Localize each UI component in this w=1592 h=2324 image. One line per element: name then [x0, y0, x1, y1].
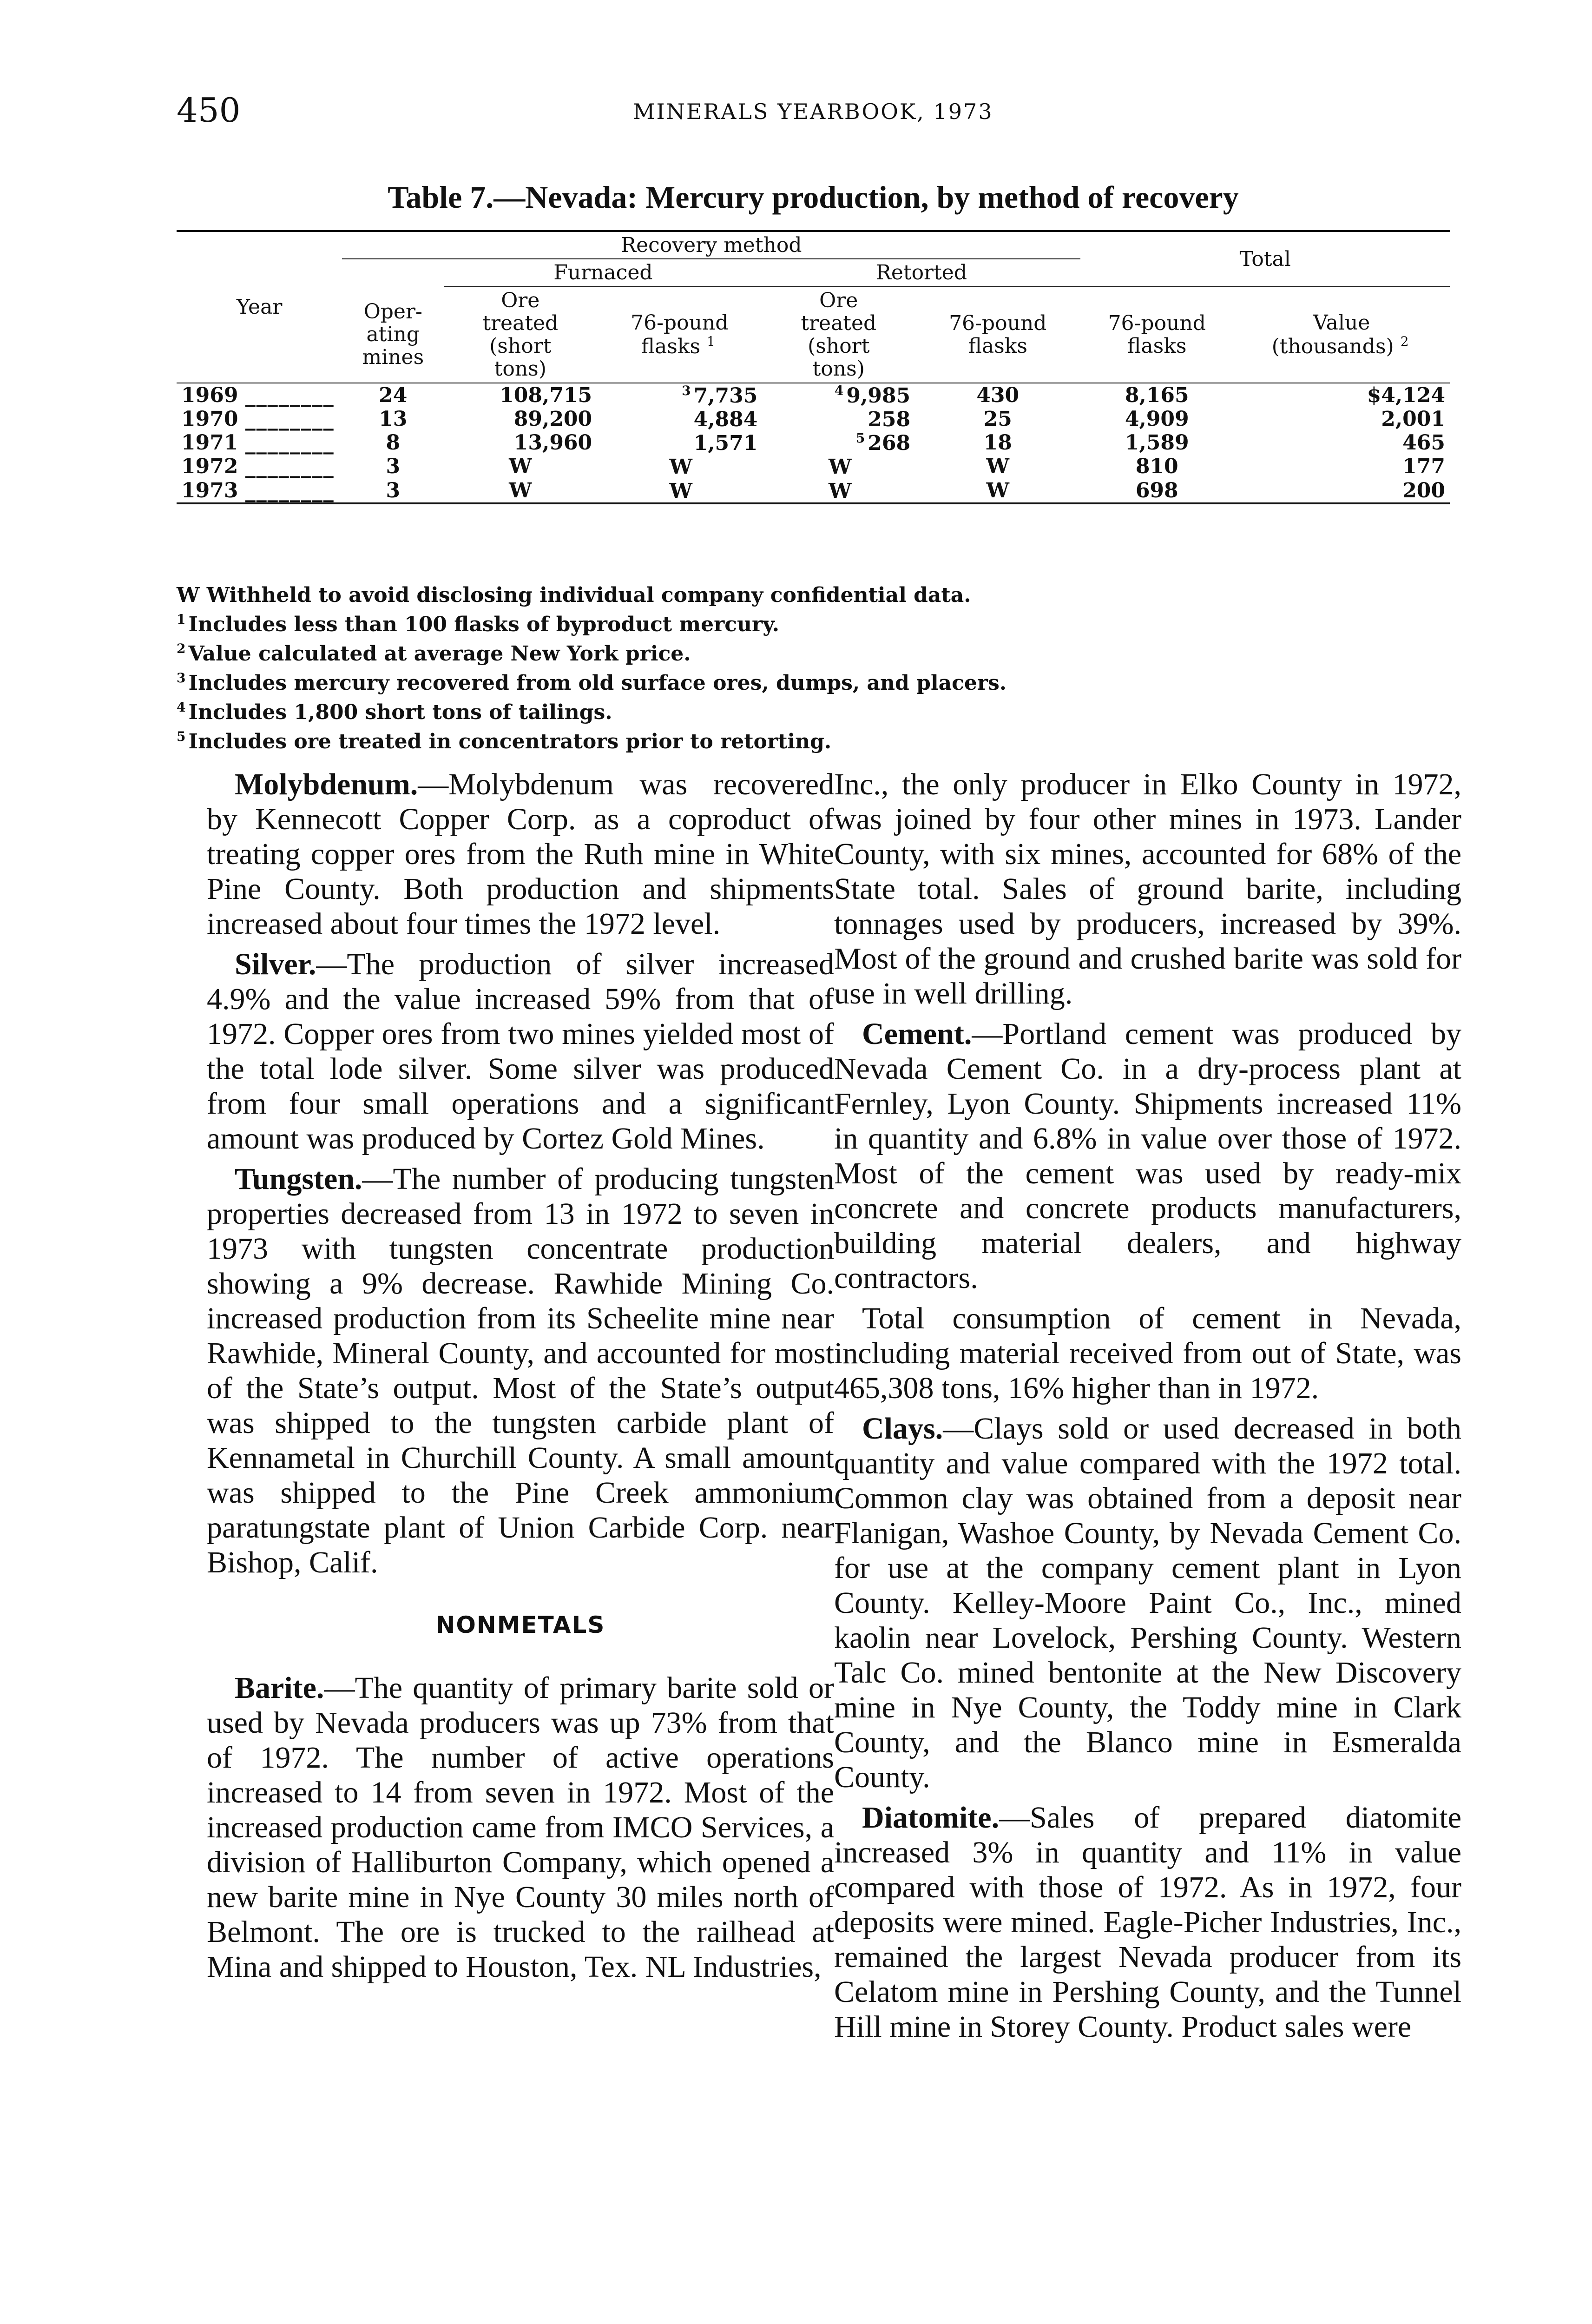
- footnote: [177, 695, 1431, 725]
- header-recovery-method: Recovery method: [342, 231, 1080, 259]
- table-row: [177, 431, 1450, 455]
- total-flasks-cell: 810: [1135, 455, 1178, 479]
- footnote: [177, 583, 1431, 607]
- footnote-mark: 4: [177, 700, 186, 715]
- header-furnaced-flasks: [597, 287, 762, 383]
- furnaced-ore-cell: W: [444, 479, 597, 503]
- leader-dots: ________: [245, 431, 335, 455]
- footnote-mark: 2: [177, 641, 186, 656]
- footnote-text: Includes less than 100 flasks of byproduct mercury.: [188, 613, 780, 636]
- run-in-head: Barite.: [235, 1671, 324, 1705]
- footnote-mark: 3: [177, 670, 186, 686]
- operating-mines-cell: 24: [379, 383, 408, 407]
- footnote-mark: 1: [707, 334, 715, 350]
- value: 7,735: [693, 383, 758, 408]
- paragraph-text: —Portland cement was produced by Nevada Cement Co. in a dry-process plant at Fernley, Lyon County. Shipments increased 11% in quantity and 6.8% in value over those of 1972. Most of the cement was used by ready-mix concrete and concrete products manufacturers, building material dealers, and highway contractors.: [834, 1017, 1461, 1295]
- value: 4,884: [693, 407, 758, 431]
- furnaced-ore-cell: 89,200: [513, 407, 592, 431]
- furnaced-flasks-cell: [597, 479, 762, 503]
- operating-mines-cell: 13: [379, 407, 408, 431]
- year: 1970: [181, 407, 238, 431]
- table-row: [177, 407, 1450, 431]
- page-number: 450: [177, 91, 241, 130]
- retorted-flasks-cell: 25: [983, 407, 1012, 431]
- furnaced-flasks-cell: [597, 383, 762, 407]
- operating-mines-cell: 3: [386, 455, 401, 479]
- run-in-head: Molybdenum.: [235, 767, 418, 801]
- footnote: [177, 725, 1431, 754]
- left-column: [207, 767, 834, 1990]
- year-cell: [177, 407, 342, 431]
- header-total-flasks: 76-pound flasks: [1108, 311, 1206, 358]
- run-in-head: Cement.: [862, 1017, 972, 1051]
- paragraph-text: —The number of producing tungsten properties decreased from 13 in 1972 to seven in 1973 with tungsten concentrate production showing a 9% decrease. Rawhide Mining Co. increased production from its Scheelite mine near Rawhide, Mineral County, and accounted for most of the State’s output. Most of the State’s output was shipped to the tungsten carbide plant of Kennametal in Churchill County. A small amount was shipped to the Pine Creek ammonium paratungstate plant of Union Carbide Corp. near Bishop, Calif.: [207, 1162, 834, 1579]
- paragraph-barite-continued: Inc., the only producer in Elko County in 1972, was joined by four other mines in 1973. Lander County, with six mines, accounted for 68% of the State total. Sales of ground barite, including tonnages used by producers, increased by 39%. Most of the ground and crushed barite was sold for use in well drilling.: [834, 767, 1461, 1010]
- value: 9,985: [846, 383, 911, 408]
- value: 258: [868, 407, 911, 431]
- retorted-flasks-cell: W: [915, 479, 1080, 503]
- paragraph-text: —Molybdenum was recovered by Kennecott Copper Corp. as a coproduct of treating copper ores from the Ruth mine in White Pine County. Both production and shipments increased about four times the 1972 level.: [207, 767, 834, 941]
- furnaced-ore-cell: 108,715: [500, 383, 592, 407]
- total-flasks-cell: 4,909: [1125, 407, 1189, 431]
- retorted-flasks-cell: 18: [983, 431, 1012, 455]
- running-head: [177, 91, 1450, 142]
- right-column: [834, 767, 1461, 2050]
- year-cell: [177, 383, 342, 407]
- paragraph-silver: [207, 947, 834, 1156]
- footnote-text: Includes 1,800 short tons of tailings.: [188, 700, 612, 724]
- furnaced-flasks-cell: [597, 431, 762, 455]
- total-value-cell: 2,001: [1381, 407, 1445, 431]
- operating-mines-cell: 3: [342, 479, 444, 503]
- header-total: Total: [1080, 231, 1450, 287]
- table-title: Table 7.—Nevada: Mercury production, by method of recovery: [388, 179, 1239, 215]
- run-in-head: Diatomite.: [862, 1801, 1000, 1835]
- header-furnaced-ore: Ore treated (short tons): [482, 288, 559, 381]
- run-in-head: Silver.: [235, 947, 316, 981]
- footnote: [177, 666, 1431, 695]
- total-flasks-cell: 8,165: [1125, 383, 1189, 407]
- retorted-flasks-cell: W: [986, 455, 1009, 479]
- value: W: [829, 479, 852, 503]
- paragraph-diatomite: [834, 1800, 1461, 2044]
- year: 1971: [181, 431, 238, 455]
- paragraph-molybdenum: [207, 767, 834, 941]
- footnote-mark: W: [177, 583, 200, 607]
- footnote-text: Includes mercury recovered from old surface ores, dumps, and placers.: [188, 671, 1007, 695]
- header-year: Year: [236, 295, 283, 319]
- year-cell: [177, 479, 342, 503]
- retorted-ore-cell: [762, 383, 915, 407]
- year: 1969: [181, 383, 238, 407]
- retorted-ore-cell: [762, 407, 915, 431]
- paragraph-text: —The production of silver increased 4.9% and the value increased 59% from that of 1972. Copper ores from two mines yielded most of the total lode silver. Some silver was produced from four small operations and a significant amount was produced by Cortez Gold Mines.: [207, 947, 834, 1155]
- mercury-table: [177, 230, 1450, 504]
- table-row: [177, 479, 1450, 503]
- paragraph-text: —Clays sold or used decreased in both quantity and value compared with the 1972 total. Common clay was obtained from a deposit near Flanigan, Washoe County, by Nevada Cement Co. for use at the company cement plant in Lyon County. Kelley-Moore Paint Co., Inc., mined kaolin near Lovelock, Pershing County. Western Talc Co. mined bentonite at the New Discovery mine in Nye County, the Toddy mine in Clark County, and the Blanco mine in Esmeralda County.: [834, 1412, 1461, 1794]
- retorted-ore-cell: [762, 479, 915, 503]
- leader-dots: ________: [245, 407, 335, 431]
- footnote-mark: 2: [1400, 334, 1409, 350]
- header-retorted-ore: Ore treated (short tons): [801, 288, 877, 381]
- value: 268: [868, 431, 911, 456]
- leader-dots: ________: [245, 455, 335, 479]
- total-value-cell: 465: [1402, 431, 1445, 455]
- table-row: [177, 383, 1450, 407]
- retorted-ore-cell: [762, 455, 915, 478]
- footnote-mark: 3: [682, 383, 691, 398]
- footnote: [177, 637, 1431, 666]
- furnaced-flasks-cell: [597, 455, 762, 478]
- header-retorted: Retorted: [762, 259, 1080, 286]
- running-title: MINERALS YEARBOOK, 1973: [633, 99, 993, 124]
- paragraph-text: —Sales of prepared diatomite increased 3% in quantity and 11% in value compared with those of 1972. As in 1972, four deposits were mined. Eagle-Picher Industries, Inc., remained the largest Nevada producer from its Celatom mine in Pershing County, and the Tunnel Hill mine in Storey County. Product sales were: [834, 1801, 1461, 2044]
- header-furnaced: Furnaced: [444, 259, 762, 286]
- retorted-flasks-cell: 430: [976, 383, 1020, 407]
- paragraph-text: —The quantity of primary barite sold or used by Nevada producers was up 73% from that of 1972. The number of active operations increased to 14 from seven in 1972. Most of the increased production came from IMCO Services, a division of Halliburton Company, which opened a new barite mine in Nye County 30 miles north of Belmont. The ore is trucked to the railhead at Mina and shipped to Houston, Tex. NL Industries,: [207, 1671, 834, 1984]
- paragraph-tungsten: [207, 1162, 834, 1580]
- footnote-text: Value calculated at average New York price.: [188, 642, 691, 666]
- footnote: [177, 607, 1431, 637]
- footnote-mark: 4: [834, 383, 844, 398]
- year: 1973: [181, 478, 238, 502]
- header-furnaced-flasks-label: 76-pound flasks: [631, 310, 729, 359]
- footnote-mark: 1: [177, 612, 186, 627]
- paragraph-cement-consumption: Total consumption of cement in Nevada, including material received from out of State, was 465,308 tons, 16% higher than in 1972.: [834, 1301, 1461, 1405]
- retorted-ore-cell: [762, 431, 915, 455]
- header-total-value-label: Value (thousands): [1271, 310, 1394, 359]
- header-operating-mines: Oper- ating mines: [362, 299, 424, 370]
- run-in-head: Tungsten.: [235, 1162, 362, 1196]
- table-row: [177, 455, 1450, 478]
- operating-mines-cell: 8: [386, 431, 401, 455]
- footnote-text: Includes ore treated in concentrators prior to retorting.: [188, 730, 832, 753]
- footnote-mark: 5: [177, 729, 186, 744]
- value: W: [829, 455, 852, 479]
- section-heading-nonmetals: NONMETALS: [435, 1611, 605, 1638]
- leader-dots: ________: [245, 478, 335, 502]
- paragraph-clays: [834, 1411, 1461, 1795]
- total-value-cell: 177: [1402, 455, 1445, 479]
- value: W: [669, 479, 692, 503]
- paragraph-barite: [207, 1670, 834, 1984]
- total-flasks-cell: 1,589: [1125, 431, 1189, 455]
- run-in-head: Clays.: [862, 1412, 943, 1446]
- footnote-text: Withheld to avoid disclosing individual company confidential data.: [206, 583, 971, 607]
- value: W: [669, 455, 692, 479]
- table-footnotes: [177, 583, 1431, 754]
- value: 1,571: [693, 431, 758, 456]
- year: 1972: [181, 455, 238, 479]
- furnaced-flasks-cell: [597, 407, 762, 431]
- footnote-mark: 5: [855, 430, 865, 446]
- total-value-cell: 200: [1233, 479, 1450, 503]
- furnaced-ore-cell: 13,960: [513, 431, 592, 455]
- paragraph-cement: [834, 1017, 1461, 1295]
- header-total-value: [1233, 287, 1450, 383]
- year-cell: [177, 431, 342, 455]
- header-retorted-flasks: 76-pound flasks: [949, 311, 1047, 358]
- total-flasks-cell: 698: [1080, 479, 1233, 503]
- year-cell: [177, 455, 342, 478]
- leader-dots: ________: [245, 383, 335, 407]
- furnaced-ore-cell: W: [509, 455, 532, 479]
- total-value-cell: $4,124: [1367, 383, 1445, 407]
